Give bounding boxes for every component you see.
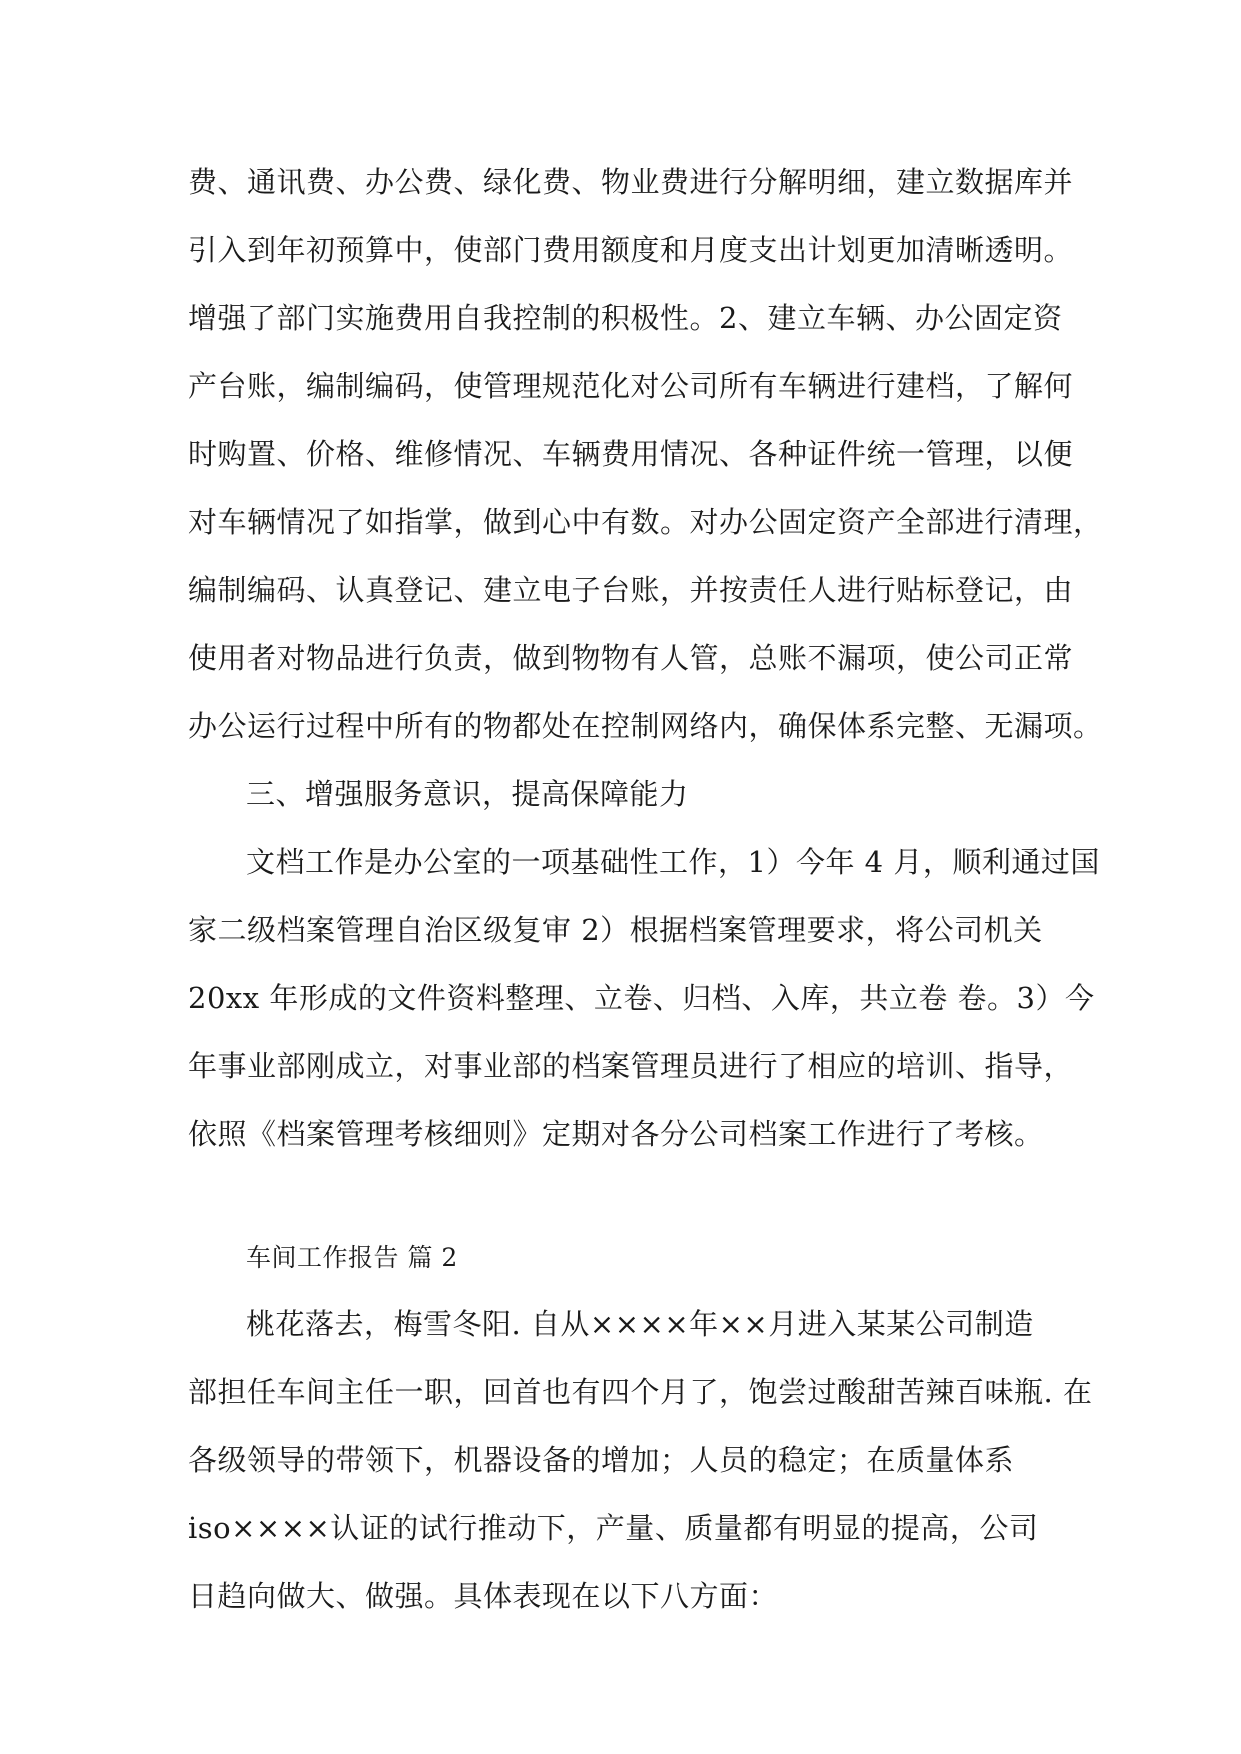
body-text-line: 桃花落去，梅雪冬阳. 自从××××年××月进入某某公司制造 (246, 1307, 1034, 1341)
body-text-line: 各级领导的带领下，机器设备的增加；人员的稳定；在质量体系 (188, 1443, 1015, 1477)
body-text-line: 部担任车间主任一职，回首也有四个月了，饱尝过酸甜苦辣百味瓶. 在 (188, 1375, 1093, 1409)
body-text-line: 办公运行过程中所有的物都处在控制网络内，确保体系完整、无漏项。 (188, 709, 1103, 743)
body-text-line: 时购置、价格、维修情况、车辆费用情况、各种证件统一管理，以便 (188, 437, 1074, 471)
body-text-line: 费、通讯费、办公费、绿化费、物业费进行分解明细，建立数据库并 (188, 165, 1074, 199)
body-text-line: 编制编码、认真登记、建立电子台账，并按责任人进行贴标登记，由 (188, 573, 1074, 607)
body-text-line: 文档工作是办公室的一项基础性工作，1）今年 4 月，顺利通过国 (246, 845, 1100, 879)
body-text-line: 年事业部刚成立，对事业部的档案管理员进行了相应的培训、指导， (188, 1049, 1074, 1083)
body-text-line: 20xx 年形成的文件资料整理、立卷、归档、入库，共立卷 卷。3）今 (188, 981, 1095, 1015)
body-text-line: 引入到年初预算中，使部门费用额度和月度支出计划更加清晰透明。 (188, 233, 1074, 267)
body-text-line: 产台账，编制编码，使管理规范化对公司所有车辆进行建档，了解何 (188, 369, 1074, 403)
report-title: 车间工作报告 篇 2 (246, 1243, 458, 1272)
section-heading: 三、增强服务意识，提高保障能力 (246, 777, 689, 811)
body-text-line: 对车辆情况了如指掌，做到心中有数。对办公固定资产全部进行清理， (188, 505, 1103, 539)
body-text-line: 增强了部门实施费用自我控制的积极性。2、建立车辆、办公固定资 (188, 301, 1063, 335)
body-text-line: iso××××认证的试行推动下，产量、质量都有明显的提高，公司 (188, 1511, 1039, 1545)
body-text-line: 依照《档案管理考核细则》定期对各分公司档案工作进行了考核。 (188, 1117, 1044, 1151)
body-text-line: 家二级档案管理自治区级复审 2）根据档案管理要求，将公司机关 (188, 913, 1043, 947)
body-text-line: 日趋向做大、做强。具体表现在以下八方面： (188, 1579, 779, 1613)
body-text-line: 使用者对物品进行负责，做到物物有人管，总账不漏项，使公司正常 (188, 641, 1074, 675)
